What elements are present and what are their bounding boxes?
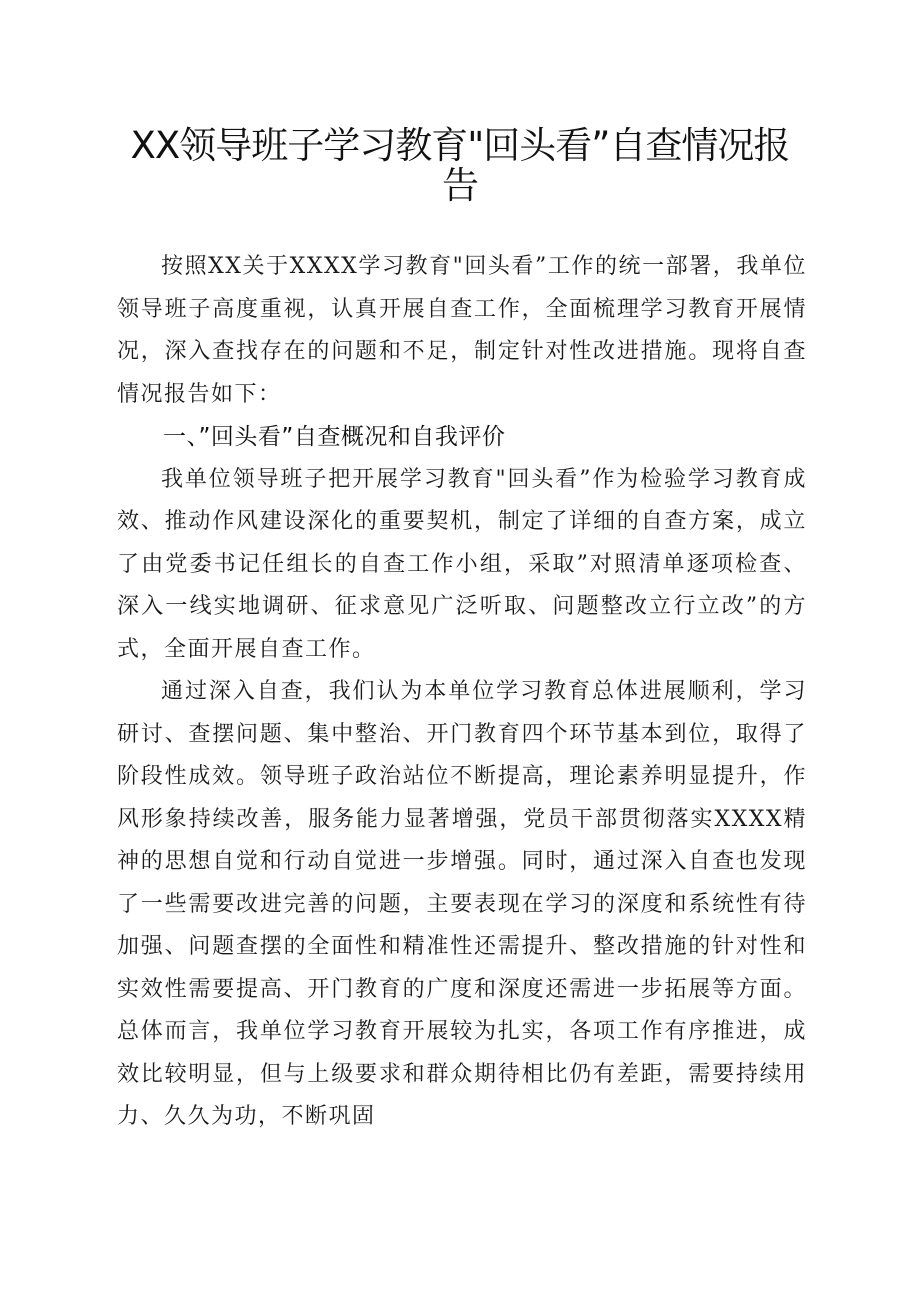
intro-paragraph: 按照XX关于XXXX学习教育"回头看”工作的统一部署，我单位领导班子高度重视，认真开展自查工作，全面梳理学习教育开展情况，深入查找存在的问题和不足，制定针对性改进措施。现将自查情况报告如下：	[117, 254, 807, 407]
document-title: XX领导班子学习教育"回头看”自查情况报告	[130, 124, 790, 207]
section-heading: 一、”回头看”自查概况和自我评价	[163, 424, 506, 450]
document-body	[117, 246, 807, 1139]
body-paragraph: 通过深入自查，我们认为本单位学习教育总体进展顺利，学习研讨、查摆问题、集中整治、开门教育四个环节基本到位，取得了阶段性成效。领导班子政治站位不断提高，理论素养明显提升，作风形象持续改善，服务能力显著增强，党员干部贯彻落实XXXX精神的思想自觉和行动自觉进一步增强。同时，通过深入自查也发现了一些需要改进完善的问题，主要表现在学习的深度和系统性有待加强、问题查摆的全面性和精准性还需提升、整改措施的针对性和实效性需要提高、开门教育的广度和深度还需进一步拓展等方面。总体而言，我单位学习教育开展较为扎实，各项工作有序推进，成效比较明显，但与上级要求和群众期待相比仍有差距，需要持续用力、久久为功，不断巩固	[117, 679, 807, 1129]
body-paragraph: 我单位领导班子把开展学习教育"回头看”作为检验学习教育成效、推动作风建设深化的重要契机，制定了详细的自查方案，成立了由党委书记任组长的自查工作小组，采取”对照清单逐项检查、深入一线实地调研、征求意见广泛听取、问题整改立行立改”的方式，全面开展自查工作。	[117, 466, 807, 662]
